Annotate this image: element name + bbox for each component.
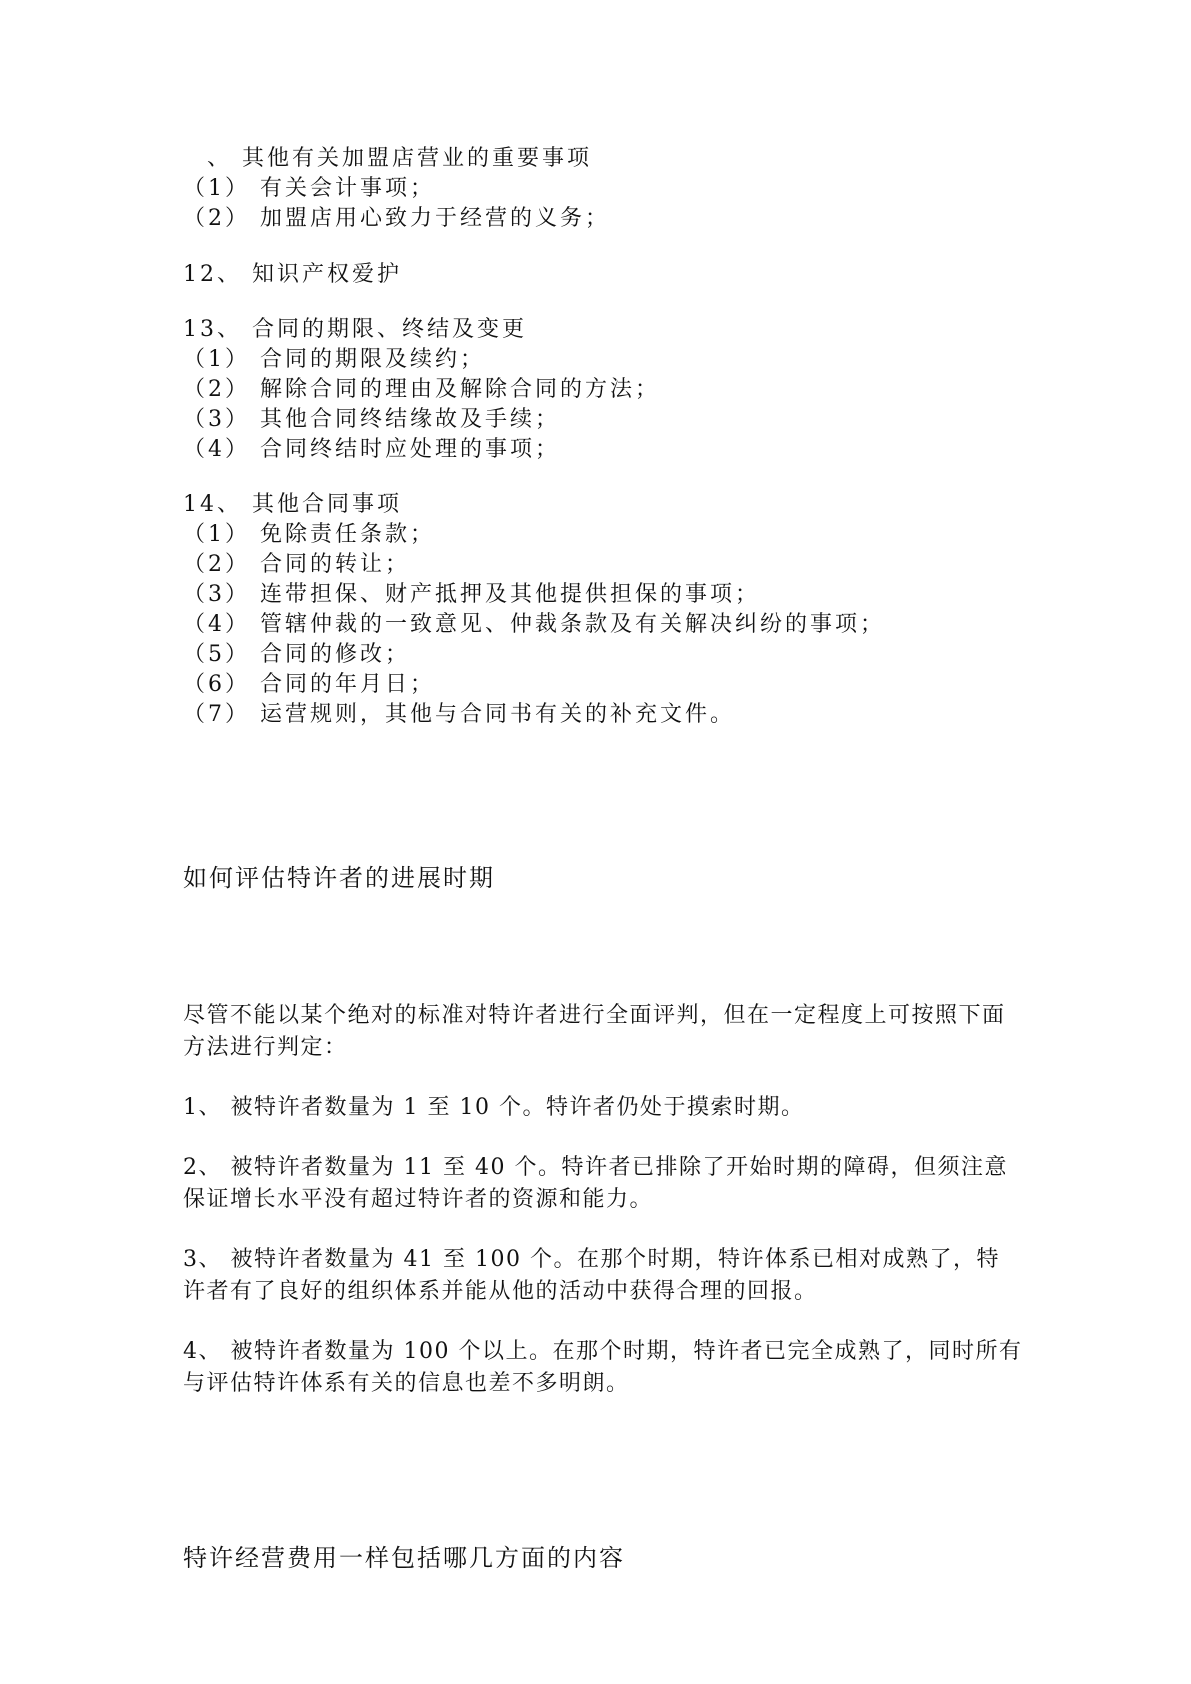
assessment-heading: 如何评估特许者的进展时期 [183, 864, 495, 892]
section-14-item: （6） 合同的年月日； [183, 672, 435, 697]
assessment-point: 2、 被特许者数量为 11 至 40 个。特许者已排除了开始时期的障碍，但须注意保证增长水平没有超过特许者的资源和能力。 [183, 1155, 1008, 1212]
section-13-item: （3） 其他合同终结缘故及手续； [183, 407, 560, 432]
assessment-point: 1、 被特许者数量为 1 至 10 个。特许者仍处于摸索时期。 [183, 1095, 805, 1120]
section-13-item: （4） 合同终结时应处理的事项； [183, 437, 560, 462]
section-11-item: （1） 有关会计事项； [183, 176, 435, 201]
section-13-item: （1） 合同的期限及续约； [183, 347, 485, 372]
assessment-intro: 尽管不能以某个绝对的标准对特许者进行全面评判，但在一定程度上可按照下面方法进行判定： [183, 1003, 1006, 1060]
assessment-point: 4、 被特许者数量为 100 个以上。在那个时期，特许者已完全成熟了，同时所有与评估特许体系有关的信息也差不多明朗。 [183, 1339, 1023, 1396]
section-11-item: （2） 加盟店用心致力于经营的义务； [183, 206, 610, 231]
assessment-point: 3、 被特许者数量为 41 至 100 个。在那个时期，特许体系已相对成熟了，特许者有了良好的组织体系并能从他的活动中获得合理的回报。 [183, 1247, 1000, 1304]
section-14-item: （4） 管辖仲裁的一致意见、仲裁条款及有关解决纠纷的事项； [183, 612, 885, 637]
section-14-item: （3） 连带担保、财产抵押及其他提供担保的事项； [183, 582, 760, 607]
section-14-item: （7） 运营规则，其他与合同书有关的补充文件。 [183, 702, 735, 727]
section-14-item: （5） 合同的修改； [183, 642, 410, 667]
section-14-item: （2） 合同的转让； [183, 552, 410, 577]
section-13-title: 13、 合同的期限、终结及变更 [183, 317, 527, 342]
section-11-title: 、 其他有关加盟店营业的重要事项 [207, 146, 592, 171]
section-12-title: 12、 知识产权爱护 [183, 262, 402, 287]
section-14-item: （1） 免除责任条款； [183, 522, 435, 547]
section-13-item: （2） 解除合同的理由及解除合同的方法； [183, 377, 660, 402]
fees-heading: 特许经营费用一样包括哪几方面的内容 [183, 1544, 625, 1572]
section-14-title: 14、 其他合同事项 [183, 492, 402, 517]
